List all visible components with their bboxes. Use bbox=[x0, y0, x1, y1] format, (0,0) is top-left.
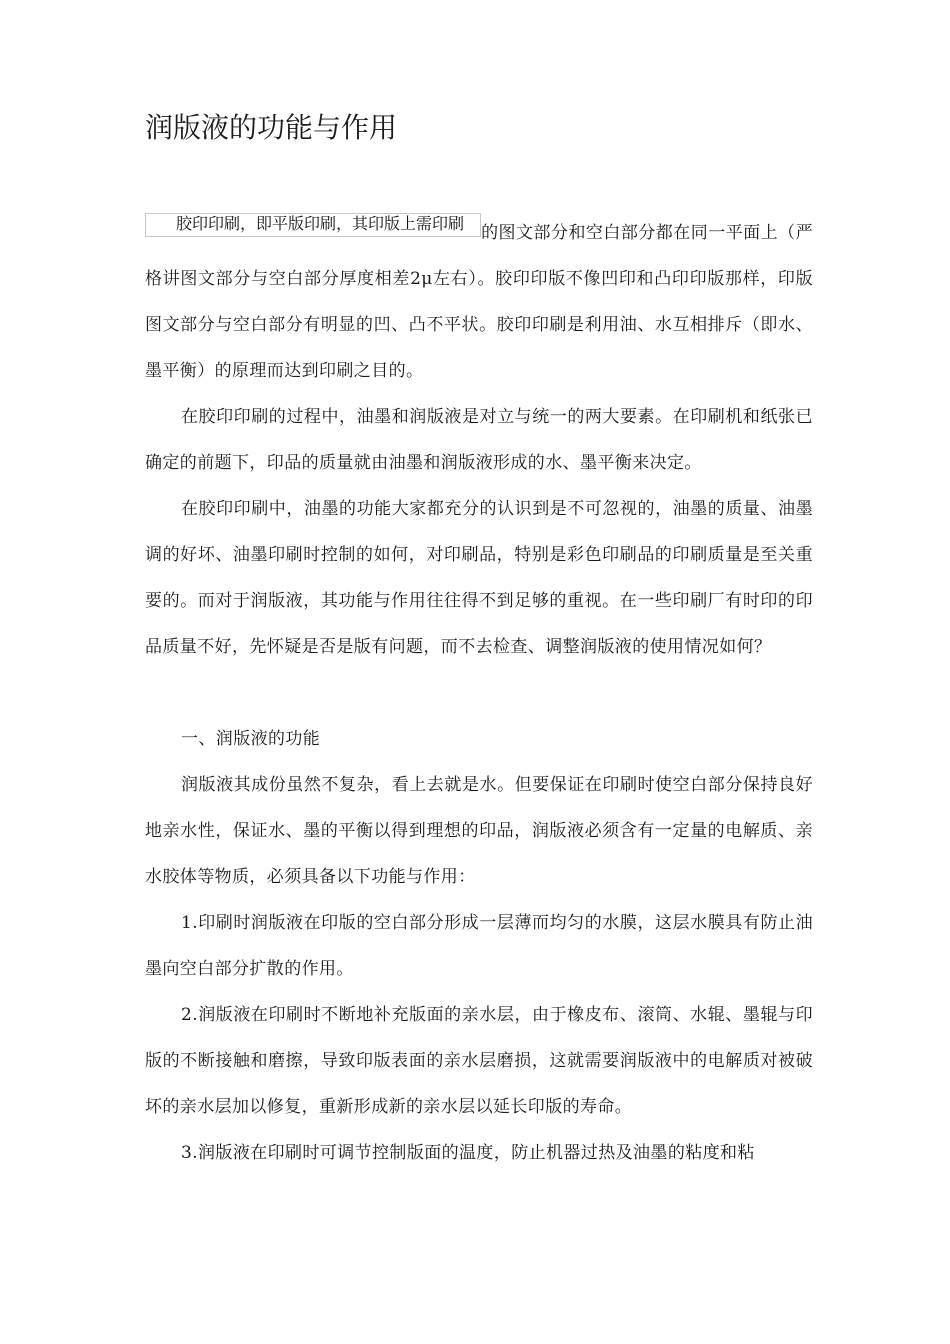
paragraph-ink-importance: 在胶印印刷中，油墨的功能大家都充分的认识到是不可忽视的，油墨的质量、油墨调的好坏、油墨印刷时控制的如何，对印刷品，特别是彩色印刷品的印刷质量是至关重要的。而对于润版液，其功能与作用往往得不到足够的重视。在一些印刷厂有时印的印品质量不好，先怀疑是否是版有问题，而不去检查、调整润版液的使用情况如何？ bbox=[145, 499, 813, 657]
list-item-1: 1.印刷时润版液在印版的空白部分形成一层薄而均匀的水膜，这层水膜具有防止油墨向空白部分扩散的作用。 bbox=[145, 913, 813, 979]
section-spacer bbox=[145, 670, 813, 716]
paragraph-ink-and-fountain-solution: 在胶印印刷的过程中，油墨和润版液是对立与统一的两大要素。在印刷机和纸张已确定的前题下，印品的质量就由油墨和润版液形成的水、墨平衡来决定。 bbox=[145, 407, 813, 473]
section-paragraph: 润版液其成份虽然不复杂，看上去就是水。但要保证在印刷时使空白部分保持良好地亲水性，保证水、墨的平衡以得到理想的印品，润版液必须含有一定量的电解质、亲水胶体等物质，必须具备以下功能与作用： bbox=[145, 775, 813, 887]
intro-paragraph bbox=[145, 210, 813, 394]
intro-inset-text-box: 胶印印刷，即平版印刷，其印版上需印刷 bbox=[145, 213, 481, 237]
document-body bbox=[145, 210, 813, 1176]
section-heading: 一、润版液的功能 bbox=[181, 729, 321, 749]
document-title: 润版液的功能与作用 bbox=[145, 111, 398, 144]
list-item-2: 2.润版液在印刷时不断地补充版面的亲水层，由于橡皮布、滚筒、水辊、墨辊与印版的不断接触和磨擦，导致印版表面的亲水层磨损，这就需要润版液中的电解质对被破坏的亲水层加以修复，重新形成新的亲水层以延长印版的寿命。 bbox=[145, 1005, 813, 1117]
intro-paragraph-text: 的图文部分和空白部分都在同一平面上（严格讲图文部分与空白部分厚度相差2μ左右）。胶印印版不像凹印和凸印印版那样，印版图文部分与空白部分有明显的凹、凸不平状。胶印印刷是利用油、水互相排斥（即水、墨平衡）的原理而达到印刷之目的。 bbox=[145, 223, 813, 381]
list-item-3: 3.润版液在印刷时可调节控制版面的温度，防止机器过热及油墨的粘度和粘 bbox=[181, 1143, 755, 1163]
